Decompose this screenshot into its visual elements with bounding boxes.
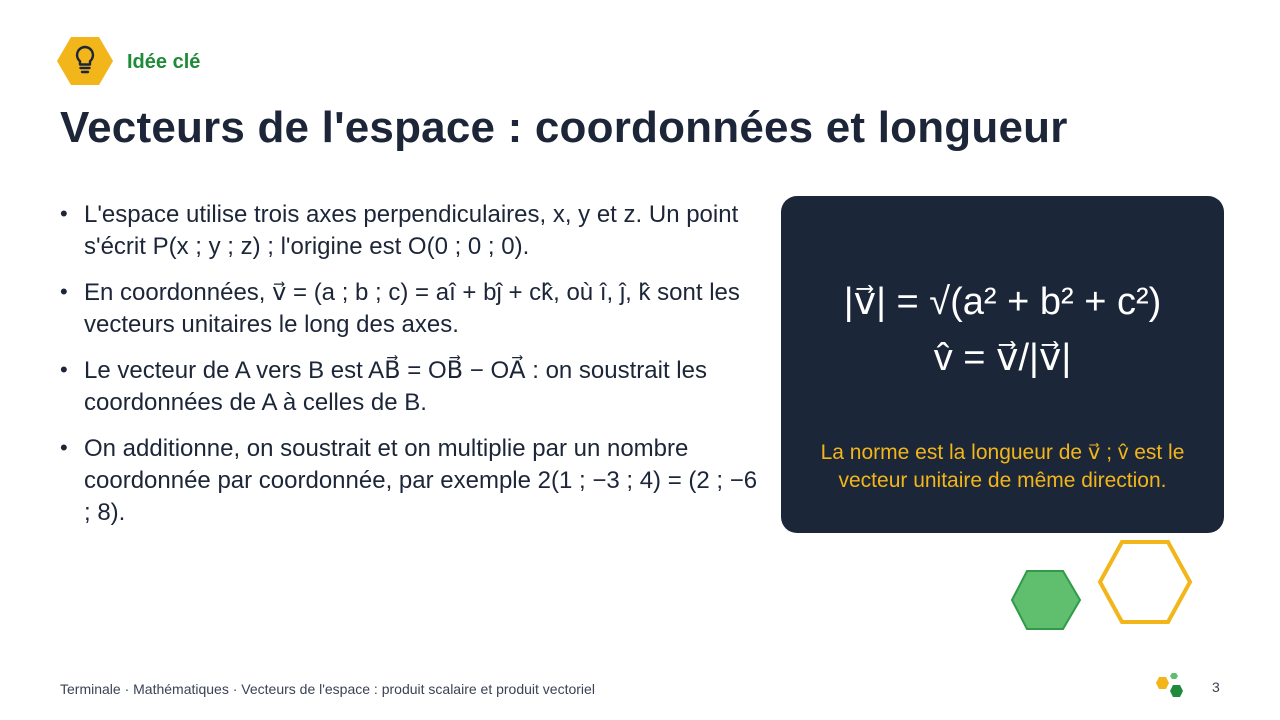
page-number: 3 [1212,679,1220,695]
bullet-item: • En coordonnées, v⃗ = (a ; b ; c) = aî + bĵ + ck̂, où î, ĵ, k̂ sont les vecteurs unitaires le long des axes. [60,277,760,341]
section-kicker: Idée clé [127,51,201,73]
hexagon-logo-icon [1154,670,1190,700]
footer-text: Terminale · Mathématiques · Vecteurs de l'espace : produit scalaire et produit vectoriel [60,681,595,697]
lightbulb-icon [57,36,113,86]
unit-vector-formula: v̂ = v⃗/|v⃗| [933,337,1072,379]
bullet-list [60,199,760,543]
bullet-item: • Le vecteur de A vers B est AB⃗ = OB⃗ − OA⃗ : on soustrait les coordonnées de A à celles de B. [60,355,760,419]
decorative-hexagons [1004,536,1204,640]
page-title: Vecteurs de l'espace : coordonnées et longueur [60,103,1068,152]
bullet-item: • L'espace utilise trois axes perpendiculaires, x, y et z. Un point s'écrit P(x ; y ; z) ; l'origine est O(0 ; 0 ; 0). [60,199,760,263]
yellow-hexagon-outline [1100,542,1190,622]
green-hexagon [1012,571,1080,629]
key-idea-badge [57,36,113,86]
norm-formula: |v⃗| = √(a² + b² + c²) [843,281,1162,323]
formula-caption: La norme est la longueur de v⃗ ; v̂ est le vecteur unitaire de même direction. [820,441,1185,492]
formula-panel [781,196,1224,533]
bullet-item: • On additionne, on soustrait et on multiplie par un nombre coordonnée par coordonnée, par exemple 2(1 ; −3 ; 4) = (2 ; −6 ; 8). [60,433,760,529]
